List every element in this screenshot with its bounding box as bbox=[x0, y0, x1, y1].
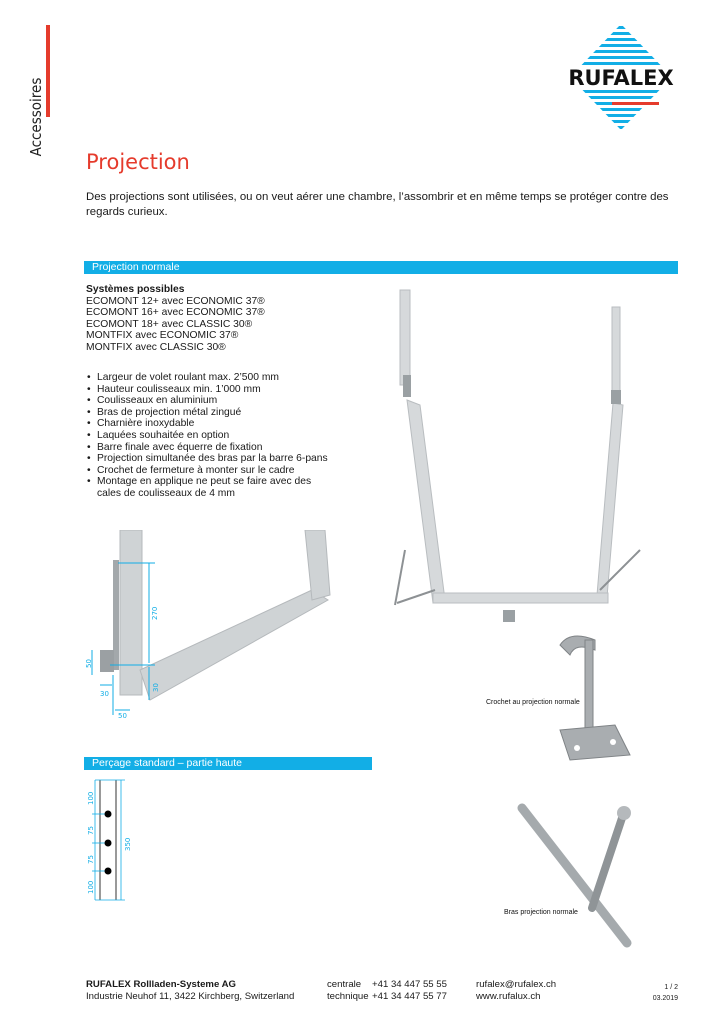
features-list bbox=[86, 372, 336, 500]
feature-item: • Crochet de fermeture à monter sur le cadre bbox=[86, 465, 336, 477]
section-header-projection-normale: Projection normale bbox=[84, 261, 678, 274]
arm-image bbox=[512, 798, 642, 953]
intro-paragraph: Des projections sont utilisées, ou on veut aérer une chambre, l’assombrir et en même temps se protéger contre des regards curieux. bbox=[86, 191, 669, 218]
system-item: ECOMONT 16+ avec ECONOMIC 37® bbox=[86, 307, 265, 319]
footer-central-label: centrale bbox=[327, 979, 362, 990]
drill-dim: 75 bbox=[87, 855, 95, 864]
projection-frame-image bbox=[385, 285, 695, 635]
system-item: MONTFIX avec CLASSIC 30® bbox=[86, 341, 226, 353]
dim-offset: 30 bbox=[100, 690, 109, 698]
dim-width: 50 bbox=[118, 712, 127, 720]
dim-bracket: 50 bbox=[85, 659, 93, 668]
side-tab-label: Accessoires bbox=[27, 77, 45, 157]
system-item: MONTFIX avec ECONOMIC 37® bbox=[86, 330, 239, 342]
footer-central-phone: +41 34 447 55 55 bbox=[372, 979, 447, 990]
side-accent-bar bbox=[46, 25, 50, 117]
footer-tech-phone: +41 34 447 55 77 bbox=[372, 991, 447, 1002]
footer-tech-label: technique bbox=[327, 991, 369, 1002]
drilling-diagram bbox=[80, 775, 160, 905]
projection-detail-image bbox=[80, 530, 340, 720]
feature-item: • Projection simultanée des bras par la barre 6-pans bbox=[86, 453, 336, 465]
drill-total: 350 bbox=[124, 837, 132, 851]
rufalex-logo bbox=[562, 24, 680, 130]
system-item: ECOMONT 18+ avec CLASSIC 30® bbox=[86, 318, 253, 330]
footer-website[interactable]: www.rufalux.ch bbox=[476, 991, 541, 1002]
footer-address: Industrie Neuhof 11, 3422 Kirchberg, Switzerland bbox=[86, 991, 295, 1002]
system-item: ECOMONT 12+ avec ECONOMIC 37® bbox=[86, 295, 265, 307]
feature-item: • Montage en applique ne peut se faire avec des cales de coulisseaux de 4 mm bbox=[86, 476, 336, 499]
hook-caption: Crochet au projection normale bbox=[486, 699, 580, 706]
dim-height: 270 bbox=[151, 606, 159, 620]
feature-item: • Laquées souhaitée en option bbox=[86, 430, 336, 442]
feature-item: • Bras de projection métal zingué bbox=[86, 407, 336, 419]
feature-item: • Hauteur coulisseaux min. 1’000 mm bbox=[86, 384, 336, 396]
systems-list bbox=[86, 284, 265, 354]
feature-item: • Barre finale avec équerre de fixation bbox=[86, 442, 336, 454]
drill-dim: 100 bbox=[87, 791, 95, 805]
page-number: 1 / 2 bbox=[664, 984, 678, 991]
arm-caption: Bras projection normale bbox=[504, 909, 578, 916]
feature-item: • Charnière inoxydable bbox=[86, 418, 336, 430]
footer-date: 03.2019 bbox=[652, 995, 678, 1002]
page-title: Projection bbox=[86, 150, 190, 174]
systems-heading: Systèmes possibles bbox=[86, 284, 185, 295]
drill-dim: 100 bbox=[87, 880, 95, 894]
feature-item: • Largeur de volet roulant max. 2’500 mm bbox=[86, 372, 336, 384]
dim-bottom: 30 bbox=[152, 683, 160, 692]
drill-dim: 75 bbox=[87, 826, 95, 835]
footer-company: RUFALEX Rollladen-Systeme AG bbox=[86, 979, 236, 990]
footer-email[interactable]: rufalex@rufalex.ch bbox=[476, 979, 557, 990]
feature-item: • Coulisseaux en aluminium bbox=[86, 395, 336, 407]
svg-text:RUFALEX: RUFALEX bbox=[568, 66, 674, 90]
section-header-percage: Perçage standard – partie haute bbox=[84, 757, 372, 770]
